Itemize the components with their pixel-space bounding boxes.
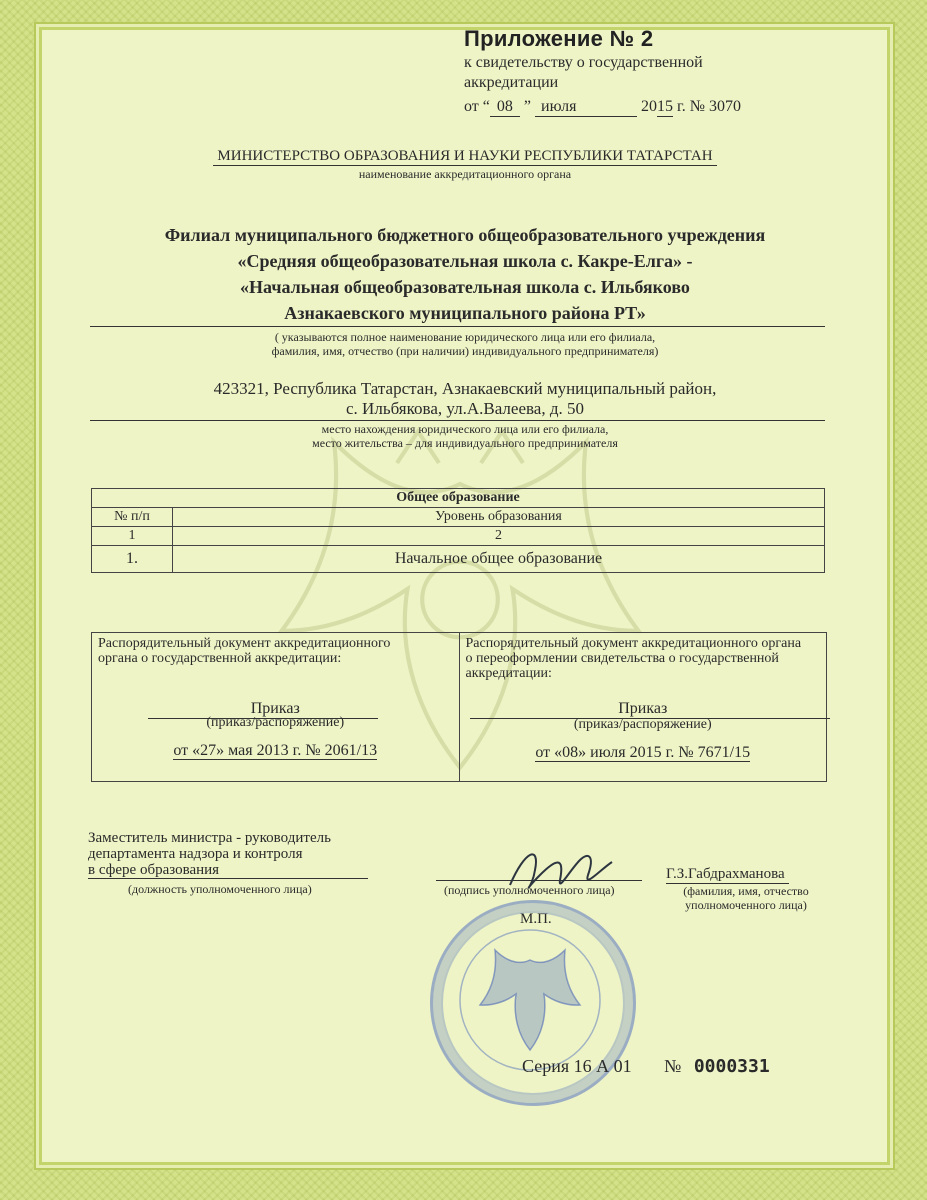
series-label: Серия 16 А 01 — [522, 1056, 632, 1076]
address-line1: 423321, Республика Татарстан, Азнакаевский муниципальный район, — [213, 379, 717, 398]
address-caption — [70, 422, 860, 450]
document-kind-caption: (приказ/распоряжение) — [573, 717, 712, 732]
address-caption-line2: место жительства – для индивидуального предпринимателя — [312, 436, 618, 450]
signatory-position — [88, 830, 368, 879]
name-caption-line2: уполномоченного лица) — [685, 898, 807, 912]
document-kind: Приказ — [250, 700, 300, 717]
address-underline — [90, 420, 825, 421]
serial-number: 0000331 — [693, 1056, 770, 1077]
appendix-date-row — [464, 98, 741, 117]
date-year-prefix: 20 — [641, 98, 657, 115]
document-date-text: от «27» мая 2013 г. № 2061/13 — [173, 742, 378, 759]
position-line: в сфере образования — [88, 862, 368, 879]
organ-caption: наименование аккредитационного органа — [358, 167, 572, 181]
date-prefix: от “ — [464, 98, 490, 115]
institution-caption-line1: ( указываются полное наименование юридического лица или его филиала, — [274, 330, 656, 344]
column-index-cell: 2 — [173, 527, 825, 546]
appendix-number: 3070 — [709, 98, 742, 115]
position-line: департамента надзора и контроля — [88, 846, 303, 862]
signatory-name-caption — [666, 884, 826, 912]
number-sign: № — [664, 1056, 682, 1076]
position-line: Заместитель министра - руководитель — [88, 830, 331, 846]
institution-line: Филиал муниципального бюджетного общеобразовательного учреждения — [164, 225, 766, 245]
column-index-cell: 1 — [92, 527, 173, 546]
table-title: Общее образование — [92, 489, 825, 508]
stamp-mark: М.П. — [520, 911, 552, 927]
row-education-level: Начальное общее образование — [173, 546, 825, 573]
name-caption-line1: (фамилия, имя, отчество — [683, 884, 809, 898]
address-line2: с. Ильбякова, ул.А.Валеева, д. 50 — [346, 399, 584, 418]
row-number: 1. — [92, 546, 173, 573]
education-levels-table — [91, 488, 825, 573]
institution-name — [70, 222, 860, 326]
document-heading: Распорядительный документ аккредитационного органа о переоформлении свидетельства о государственной аккредитации: — [465, 636, 802, 681]
document-kind: Приказ — [618, 700, 668, 717]
date-close-quote: ” — [523, 98, 531, 115]
institution-caption — [70, 330, 860, 358]
institution-underline — [90, 326, 825, 327]
date-month: июля — [535, 98, 637, 117]
date-day: 08 — [490, 98, 520, 117]
reissue-accreditation-document — [459, 633, 827, 781]
form-serial — [522, 1056, 770, 1077]
accreditation-organ — [70, 148, 860, 181]
appendix-title: Приложение № 2 — [464, 26, 654, 51]
institution-line: Азнакаевского муниципального района РТ» — [284, 303, 646, 323]
table-row — [92, 546, 825, 573]
institution-line: «Начальная общеобразовательная школа с. Ильбяково — [240, 277, 690, 297]
accreditation-documents — [91, 632, 827, 782]
appendix-subtitle-line2: аккредитации — [464, 74, 559, 91]
position-caption: (должность уполномоченного лица) — [128, 882, 312, 896]
column-header-level: Уровень образования — [173, 508, 825, 527]
document-date-number — [460, 745, 827, 760]
column-header-number: № п/п — [92, 508, 173, 527]
signature-caption: (подпись уполномоченного лица) — [444, 883, 615, 897]
date-year-suffix: 15 — [657, 98, 673, 115]
original-accreditation-document — [92, 633, 459, 781]
date-number-label: г. № — [677, 98, 706, 115]
document-heading: Распорядительный документ аккредитационного органа о государственной аккредитации: — [98, 636, 391, 666]
organ-name: МИНИСТЕРСТВО ОБРАЗОВАНИЯ И НАУКИ РЕСПУБЛИКИ ТАТАРСТАН — [213, 148, 716, 166]
appendix-subtitle-line1: к свидетельству о государственной — [464, 54, 703, 71]
document-date-text: от «08» июля 2015 г. № 7671/15 — [535, 744, 751, 761]
signatory-name: Г.З.Габдрахманова — [666, 866, 789, 884]
address-caption-line1: место нахождения юридического лица или его филиала, — [321, 422, 609, 436]
document-date-number — [92, 743, 459, 758]
document-kind-caption: (приказ/распоряжение) — [206, 715, 345, 730]
institution-line: «Средняя общеобразовательная школа с. Какре-Елга» - — [237, 251, 693, 271]
institution-caption-line2: фамилия, имя, отчество (при наличии) индивидуального предпринимателя) — [271, 344, 659, 358]
